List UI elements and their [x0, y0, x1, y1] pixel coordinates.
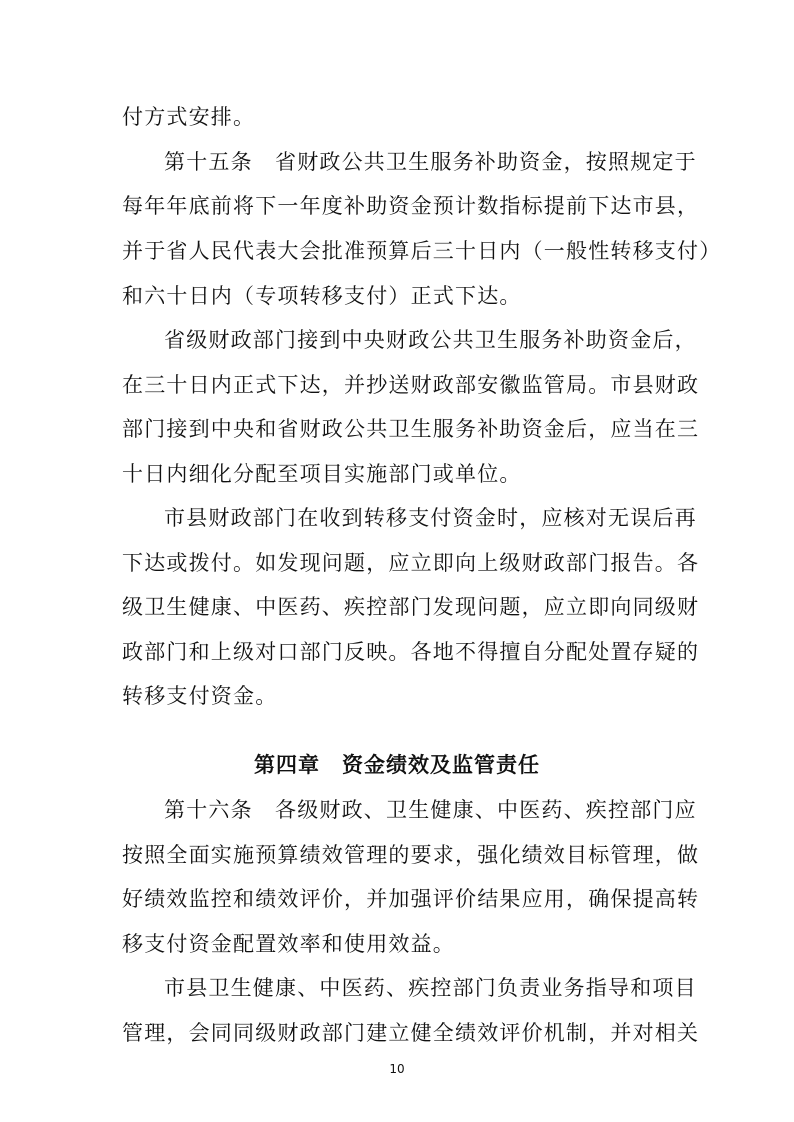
paragraph-line: 和六十日内（专项转移支付）正式下达。 [122, 284, 522, 308]
paragraph-line: 转移支付资金。 [122, 684, 278, 708]
paragraph-line: 政部门和上级对口部门反映。各地不得擅自分配处置存疑的 [122, 640, 700, 664]
chapter-heading: 第四章 资金绩效及监管责任 [254, 753, 540, 777]
paragraph-line: 十日内细化分配至项目实施部门或单位。 [122, 462, 522, 486]
paragraph-line: 市县卫生健康、中医药、疾控部门负责业务指导和项目 [164, 976, 697, 1000]
paragraph-line: 级卫生健康、中医药、疾控部门发现问题，应立即向同级财 [122, 595, 700, 619]
paragraph-line: 好绩效监控和绩效评价，并加强评价结果应用，确保提高转 [122, 887, 700, 911]
paragraph-line: 下达或拨付。如发现问题，应立即向上级财政部门报告。各 [122, 551, 700, 575]
paragraph-line: 市县财政部门在收到转移支付资金时，应核对无误后再 [164, 506, 697, 530]
paragraph-line: 移支付资金配置效率和使用效益。 [122, 932, 455, 956]
paragraph-line: 每年年底前将下一年度补助资金预计数指标提前下达市县， [122, 194, 700, 218]
article-15-line-1: 第十五条 省财政公共卫生服务补助资金，按照规定于 [164, 150, 697, 174]
paragraph-line: 并于省人民代表大会批准预算后三十日内（一般性转移支付） [122, 239, 722, 263]
paragraph-line: 在三十日内正式下达，并抄送财政部安徽监管局。市县财政 [122, 373, 700, 397]
paragraph-line: 省级财政部门接到中央财政公共卫生服务补助资金后， [164, 328, 697, 352]
article-16-line-1: 第十六条 各级财政、卫生健康、中医药、疾控部门应 [164, 798, 697, 822]
paragraph-line: 按照全面实施预算绩效管理的要求，强化绩效目标管理，做 [122, 843, 700, 867]
paragraph-line: 付方式安排。 [122, 105, 256, 129]
paragraph-line: 管理，会同同级财政部门建立健全绩效评价机制，并对相关 [122, 1021, 700, 1045]
page-number: 10 [389, 1062, 405, 1076]
paragraph-line: 部门接到中央和省财政公共卫生服务补助资金后，应当在三 [122, 417, 700, 441]
